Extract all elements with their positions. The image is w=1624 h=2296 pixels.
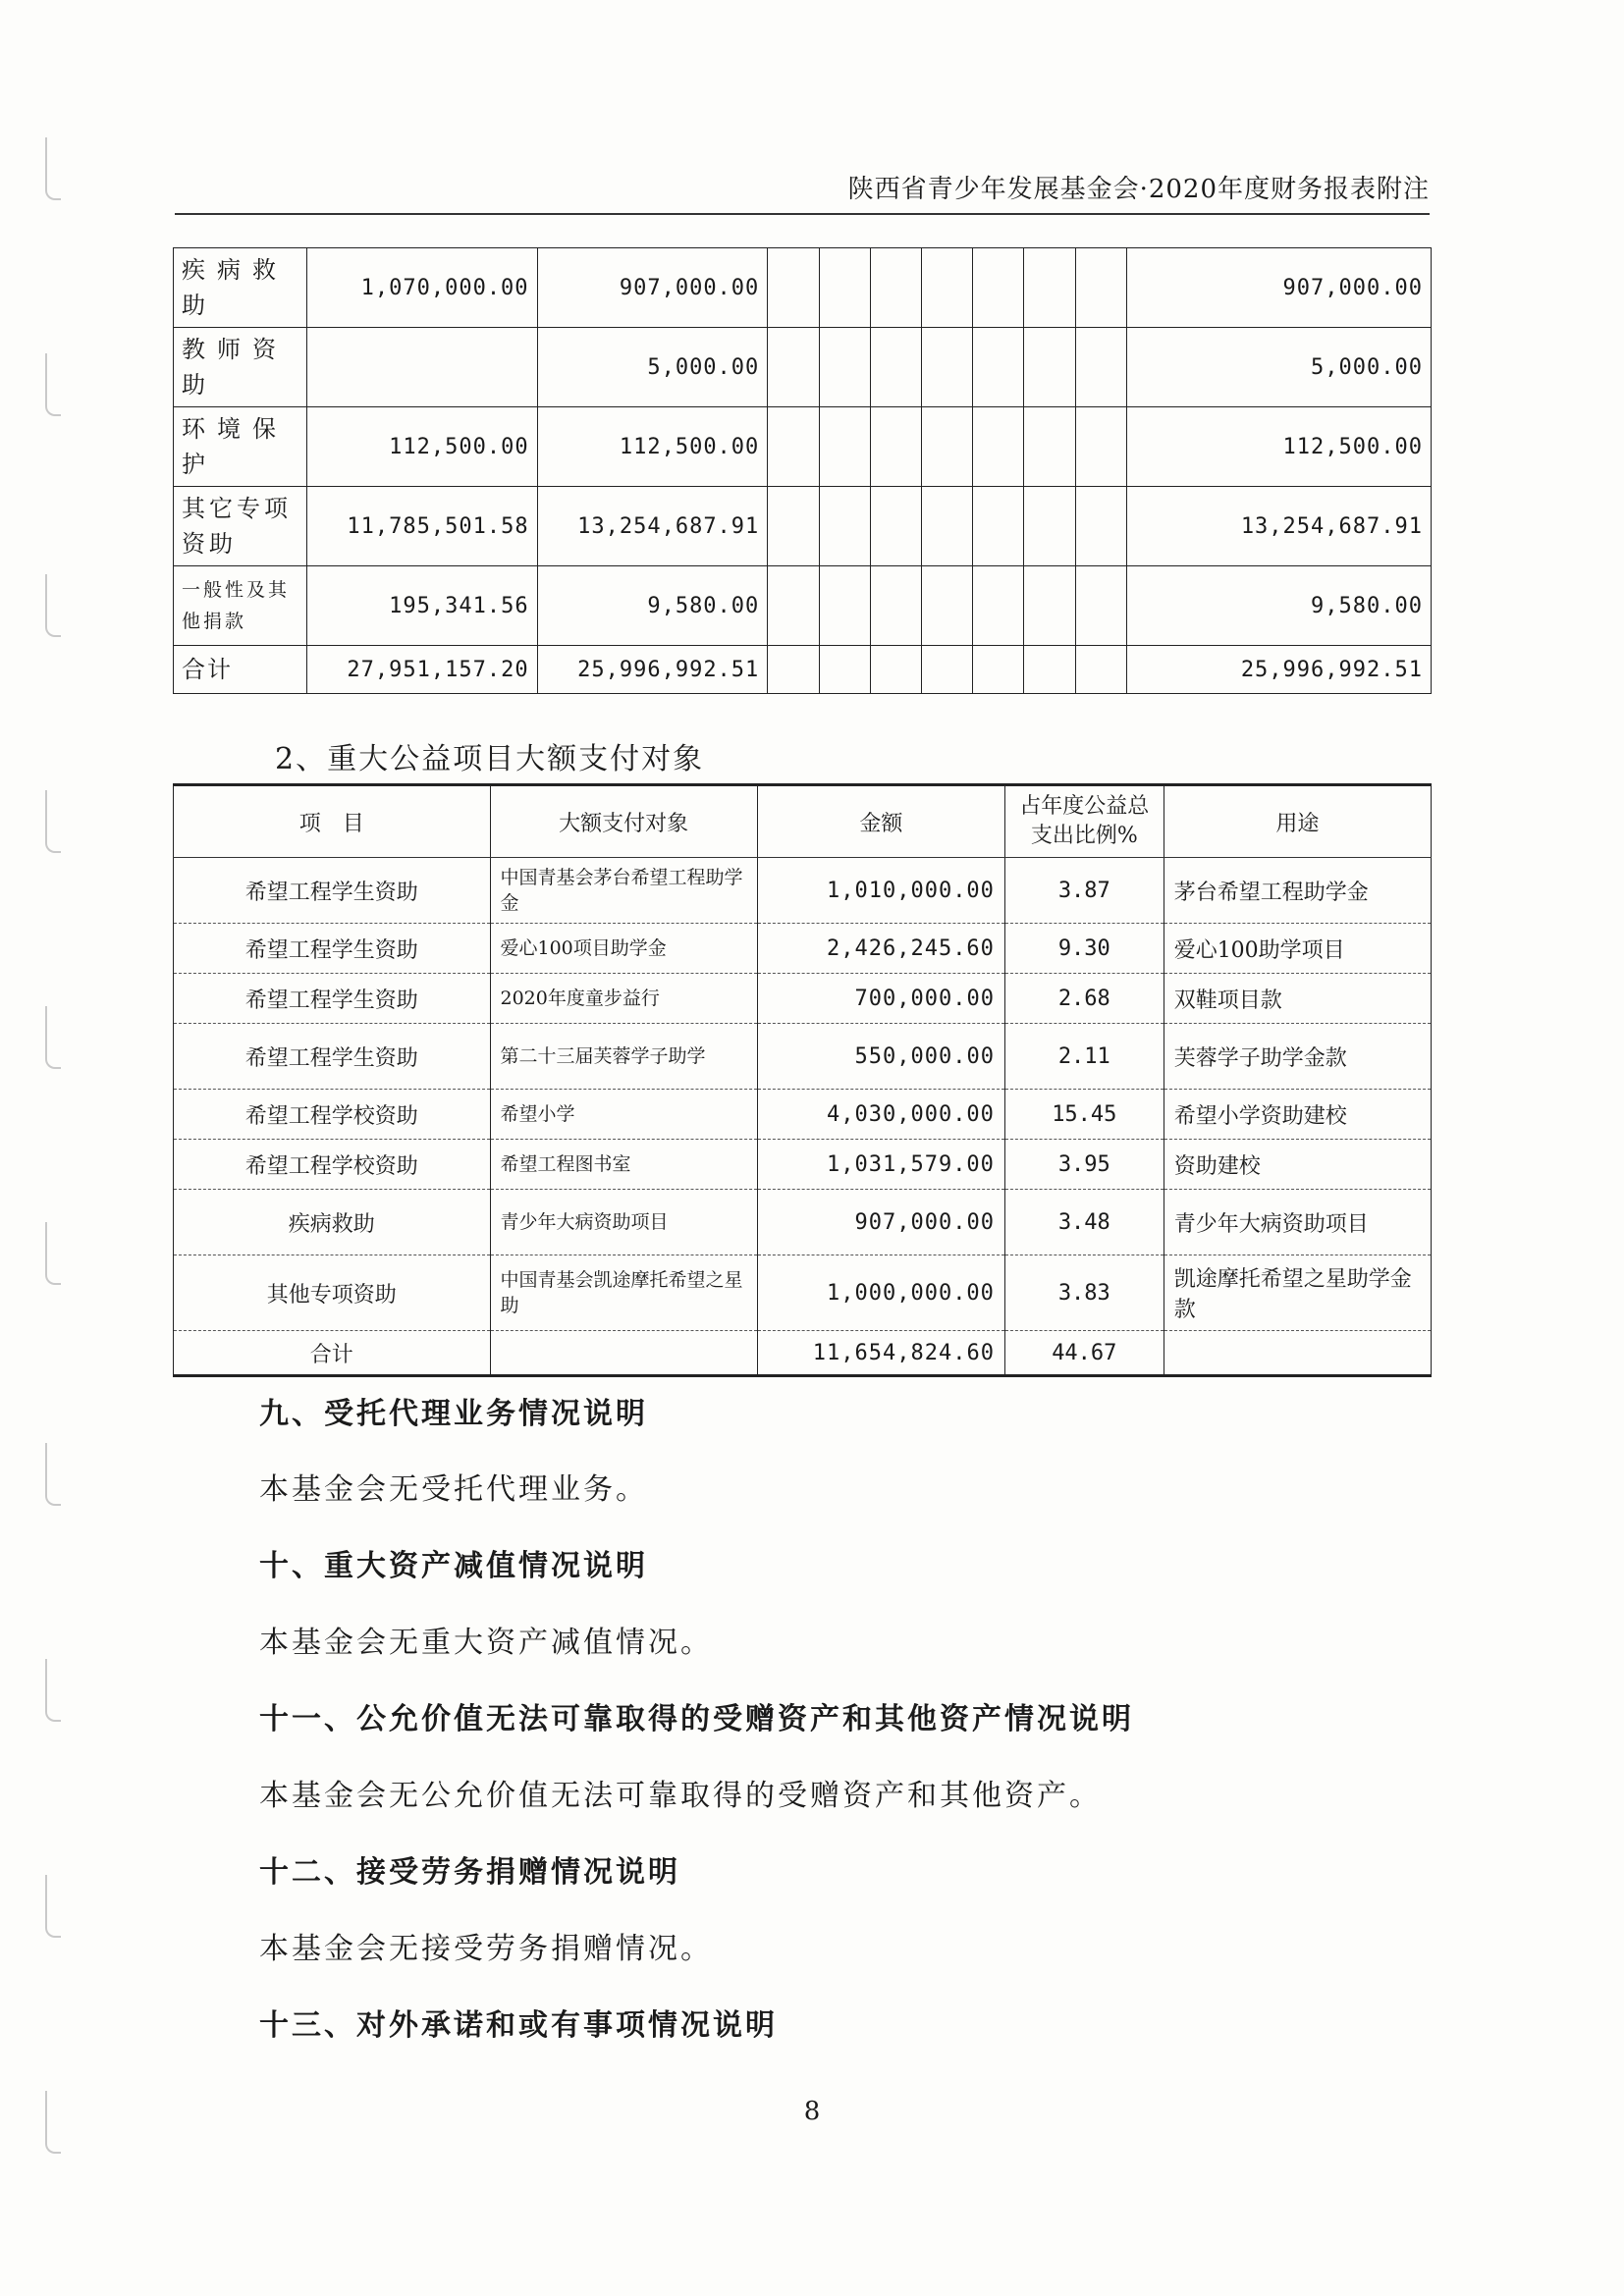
amount-cell: 9,580.00 [1126,566,1431,646]
column-header: 大额支付对象 [490,785,757,858]
payee-cell: 希望工程图书室 [490,1140,757,1190]
section-heading: 十、重大资产减值情况说明 [259,1549,648,1583]
table-row [174,1140,1432,1190]
page-header: 陕西省青少年发展基金会·2020年度财务报表附注 [175,169,1430,215]
payee-cell: 爱心100项目助学金 [490,924,757,974]
table-row [174,1024,1432,1090]
table-row [174,1255,1432,1331]
amount-cell: 13,254,687.91 [1126,487,1431,566]
amount-cell: 13,254,687.91 [537,487,768,566]
amount-cell [306,328,537,407]
amount-cell: 907,000.00 [757,1190,1004,1255]
column-header: 占年度公益总支出比例% [1004,785,1164,858]
binding-mark [45,574,61,637]
purpose-cell: 凯途摩托希望之星助学金款 [1164,1255,1431,1331]
column-header: 金额 [757,785,1004,858]
payee-cell: 第二十三届芙蓉学子助学 [490,1024,757,1090]
amount-cell: 5,000.00 [537,328,768,407]
percent-cell: 9.30 [1004,924,1164,974]
item-cell: 希望工程学生资助 [174,924,491,974]
amount-cell: 195,341.56 [306,566,537,646]
amount-cell: 1,000,000.00 [757,1255,1004,1331]
item-cell: 其他专项资助 [174,1255,491,1331]
table-row [174,1190,1432,1255]
section-heading: 十二、接受劳务捐赠情况说明 [259,1855,680,1890]
purpose-cell: 青少年大病资助项目 [1164,1190,1431,1255]
amount-cell: 550,000.00 [757,1024,1004,1090]
amount-cell: 1,010,000.00 [757,858,1004,924]
percent-cell: 3.95 [1004,1140,1164,1190]
amount-cell: 25,996,992.51 [537,646,768,694]
amount-cell: 4,030,000.00 [757,1090,1004,1140]
purpose-cell: 希望小学资助建校 [1164,1090,1431,1140]
payee-cell: 青少年大病资助项目 [490,1190,757,1255]
amount-cell: 907,000.00 [1126,248,1431,328]
purpose-cell: 双鞋项目款 [1164,974,1431,1024]
binding-mark [45,1443,61,1506]
binding-mark [45,353,61,416]
amount-cell: 27,951,157.20 [306,646,537,694]
purpose-cell: 茅台希望工程助学金 [1164,858,1431,924]
amount-cell: 1,031,579.00 [757,1140,1004,1190]
table-row [174,248,1432,328]
item-cell: 希望工程学生资助 [174,1024,491,1090]
item-cell: 疾病救助 [174,1190,491,1255]
percent-cell: 44.67 [1004,1331,1164,1376]
payee-cell: 2020年度童步益行 [490,974,757,1024]
item-cell: 希望工程学生资助 [174,974,491,1024]
table-row [174,328,1432,407]
table-row [174,487,1432,566]
amount-cell: 2,426,245.60 [757,924,1004,974]
item-cell: 希望工程学校资助 [174,1140,491,1190]
amount-cell: 25,996,992.51 [1126,646,1431,694]
table-row [174,858,1432,924]
percent-cell: 15.45 [1004,1090,1164,1140]
row-label: 教师资助 [174,328,307,407]
section-title: 2、重大公益项目大额支付对象 [275,742,705,776]
amount-cell: 907,000.00 [537,248,768,328]
section-body: 本基金会无受托代理业务。 [259,1472,648,1507]
section-heading: 十一、公允价值无法可靠取得的受赠资产和其他资产情况说明 [259,1702,1134,1736]
item-cell: 合计 [174,1331,491,1376]
purpose-cell: 芙蓉学子助学金款 [1164,1024,1431,1090]
table-row [174,1090,1432,1140]
amount-cell: 112,500.00 [306,407,537,487]
item-cell: 希望工程学校资助 [174,1090,491,1140]
percent-cell: 3.48 [1004,1190,1164,1255]
table-row [174,924,1432,974]
row-label: 疾病救助 [174,248,307,328]
binding-mark [45,137,61,200]
amount-cell: 11,654,824.60 [757,1331,1004,1376]
table-total-row [174,1331,1432,1376]
binding-mark [45,1006,61,1069]
section-heading: 十三、对外承诺和或有事项情况说明 [259,2008,778,2043]
row-label: 一般性及其他捐款 [174,566,307,646]
large-payment-table [173,783,1432,1377]
section-heading: 九、受托代理业务情况说明 [259,1397,648,1431]
amount-cell: 700,000.00 [757,974,1004,1024]
amount-cell: 1,070,000.00 [306,248,537,328]
table-total-row [174,646,1432,694]
table-row [174,974,1432,1024]
section-body: 本基金会无接受劳务捐赠情况。 [259,1932,713,1966]
percent-cell: 3.83 [1004,1255,1164,1331]
column-header: 用途 [1164,785,1431,858]
binding-mark [45,790,61,853]
table-row [174,566,1432,646]
amount-cell: 5,000.00 [1126,328,1431,407]
percent-cell: 2.68 [1004,974,1164,1024]
binding-mark [45,1875,61,1938]
section-body: 本基金会无重大资产减值情况。 [259,1626,713,1660]
page-number: 8 [803,2097,821,2126]
row-label: 环境保护 [174,407,307,487]
item-cell: 希望工程学生资助 [174,858,491,924]
purpose-cell: 资助建校 [1164,1140,1431,1190]
purpose-cell: 爱心100助学项目 [1164,924,1431,974]
row-label: 其它专项资助 [174,487,307,566]
payee-cell: 中国青基会茅台希望工程助学金 [490,858,757,924]
amount-cell: 11,785,501.58 [306,487,537,566]
amount-cell: 9,580.00 [537,566,768,646]
percent-cell: 2.11 [1004,1024,1164,1090]
donation-table [173,247,1432,694]
section-body: 本基金会无公允价值无法可靠取得的受赠资产和其他资产。 [259,1779,1102,1813]
row-label: 合计 [174,646,307,694]
table-row [174,407,1432,487]
amount-cell: 112,500.00 [537,407,768,487]
percent-cell: 3.87 [1004,858,1164,924]
column-header: 项 目 [174,785,491,858]
table-header-row [174,785,1432,858]
payee-cell: 希望小学 [490,1090,757,1140]
amount-cell: 112,500.00 [1126,407,1431,487]
binding-mark [45,1659,61,1722]
binding-mark [45,1222,61,1285]
payee-cell: 中国青基会凯途摩托希望之星助 [490,1255,757,1331]
